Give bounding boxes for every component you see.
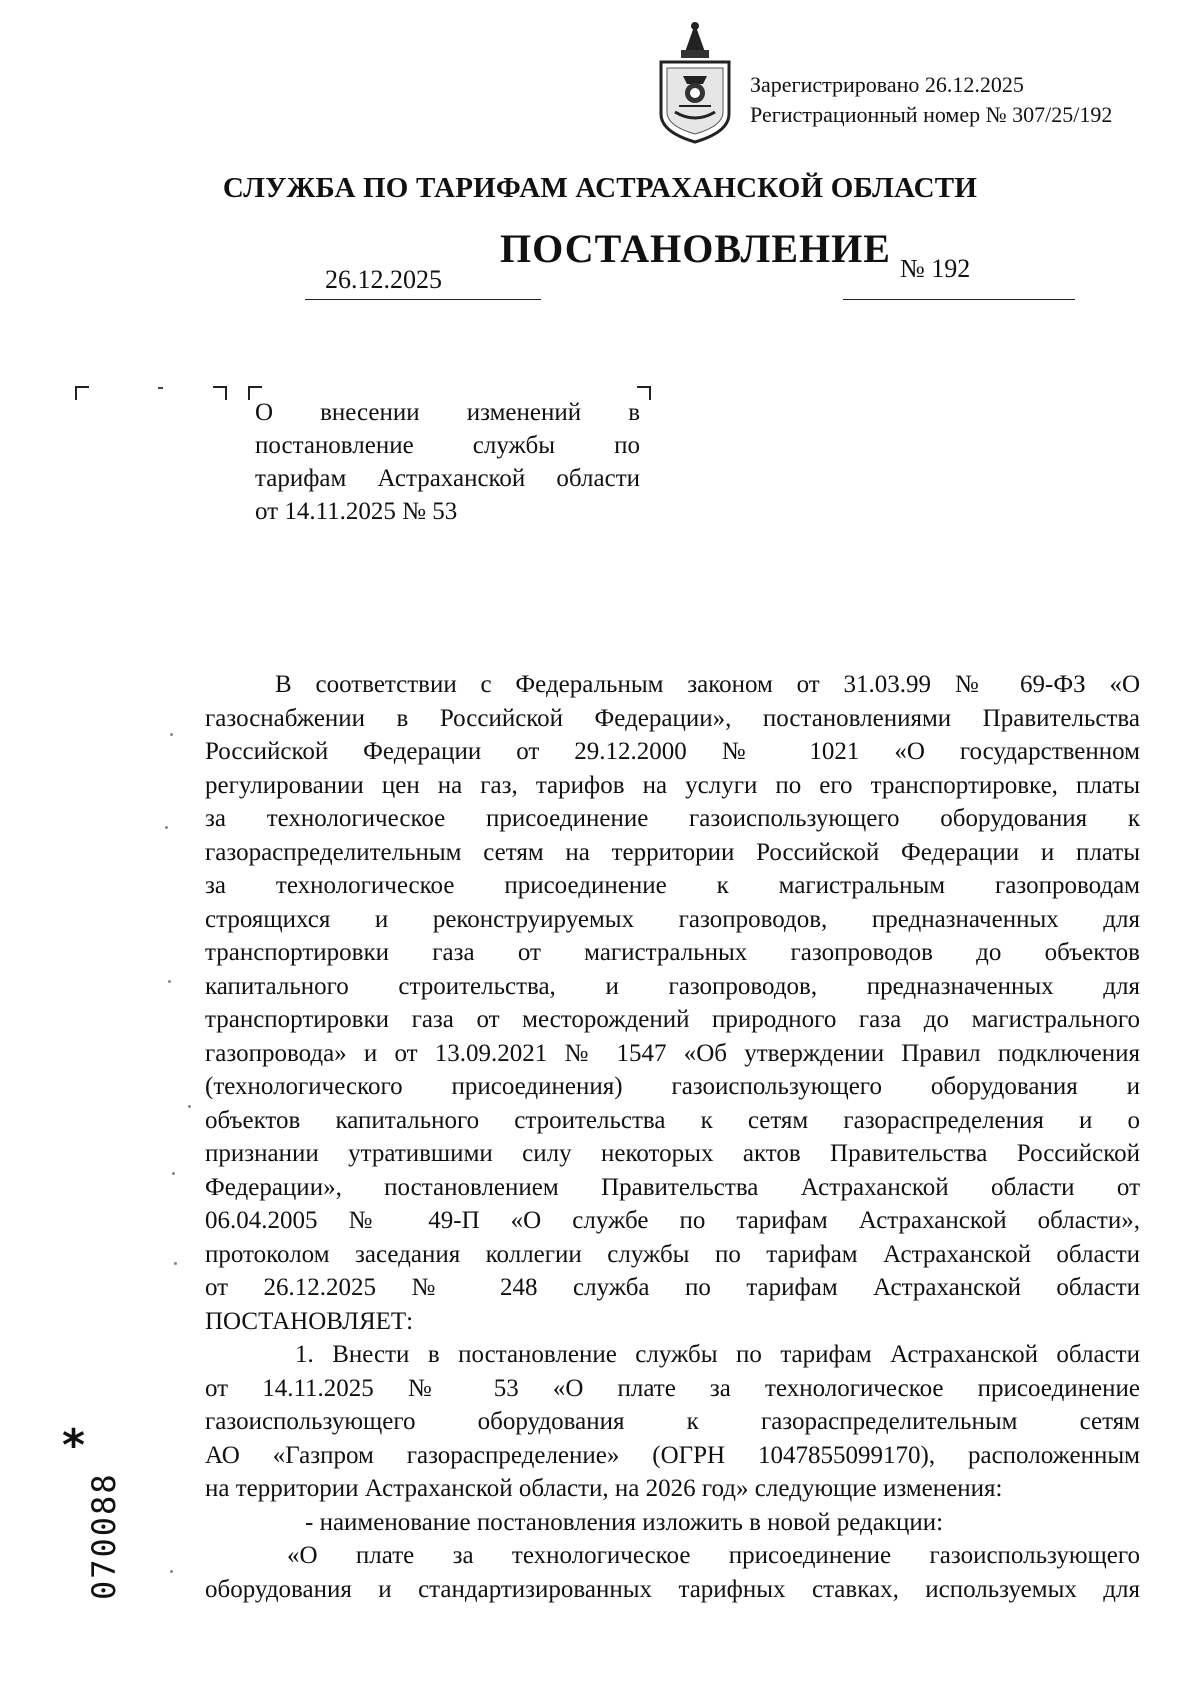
- body-line: на территории Астраханской области, на 2026 год» следующие изменения:: [205, 1475, 1003, 1502]
- subject-line: от 14.11.2025 № 53: [255, 498, 458, 525]
- scan-speck: [172, 1172, 175, 1175]
- body-line: капитального строительства, и газопроводов, предназначенных для: [205, 972, 1140, 1000]
- corner-mark: [213, 386, 227, 400]
- body-line: 1. Внести в постановление службы по тарифам Астраханской области: [295, 1341, 1140, 1368]
- subject-line: постановление службы по: [255, 432, 640, 459]
- document-date: 26.12.2025: [325, 265, 442, 294]
- body-line: объектов капитального строительства к сетям газораспределения и о: [205, 1106, 1140, 1134]
- body-line: признании утратившими силу некоторых актов Правительства Российской: [205, 1140, 1140, 1167]
- body-line: транспортировки газа от магистральных газопроводов до объектов: [205, 939, 1140, 966]
- scan-speck: [165, 826, 168, 829]
- body-line: за технологическое присоединение к магистральным газопроводам: [205, 872, 1140, 899]
- registration-date: Зарегистрировано 26.12.2025: [750, 72, 1024, 97]
- body-line: оборудования и стандартизированных тарифных ставках, используемых для: [205, 1575, 1140, 1603]
- body-line: АО «Газпром газораспределение» (ОГРН 1047855099170), расположенным: [205, 1441, 1140, 1469]
- organization-title: СЛУЖБА ПО ТАРИФАМ АСТРАХАНСКОЙ ОБЛАСТИ: [222, 172, 978, 204]
- corner-mark: [158, 387, 163, 389]
- stamp-asterisk: *: [62, 1420, 86, 1471]
- scan-speck: [174, 1262, 177, 1265]
- body-line: Российской Федерации от 29.12.2000 № 1021 «О государственном: [205, 738, 1140, 765]
- subject-block: [255, 396, 640, 528]
- body-line: от 26.12.2025 № 248 служба по тарифам Астраханской области: [205, 1274, 1140, 1301]
- document-number: № 192: [900, 254, 971, 283]
- body-line: - наименование постановления изложить в новой редакции:: [305, 1508, 944, 1536]
- registration-number: Регистрационный номер № 307/25/192: [750, 102, 1113, 127]
- date-underline: [305, 299, 541, 300]
- corner-mark: [75, 386, 89, 400]
- subject-line: О внесении изменений в: [255, 399, 640, 426]
- body-line: от 14.11.2025 № 53 «О плате за технологическое присоединение: [205, 1374, 1140, 1402]
- scan-speck: [170, 1570, 173, 1573]
- coat-of-arms-icon: [655, 18, 735, 144]
- subject-line: тарифам Астраханской области: [255, 465, 640, 492]
- body-line: регулировании цен на газ, тарифов на услуги по его транспортировке, платы: [205, 771, 1140, 799]
- stamp-number: 070088: [85, 1472, 123, 1600]
- body-line: ПОСТАНОВЛЯЕТ:: [205, 1307, 414, 1335]
- body-line: газоиспользующего оборудования к газораспределительным сетям: [205, 1408, 1140, 1435]
- body-line: (технологического присоединения) газоиспользующего оборудования и: [205, 1073, 1140, 1100]
- body-line: В соответствии с Федеральным законом от 31.03.99 № 69-ФЗ «О: [275, 671, 1140, 698]
- body-line: строящихся и реконструируемых газопроводов, предназначенных для: [205, 905, 1140, 933]
- document-body: [205, 668, 1140, 1606]
- body-line: транспортировки газа от месторождений природного газа до магистрального: [205, 1006, 1140, 1033]
- body-line: Федерации», постановлением Правительства Астраханской области от: [205, 1173, 1140, 1201]
- body-line: за технологическое присоединение газоиспользующего оборудования к: [205, 805, 1140, 832]
- document-type: ПОСТАНОВЛЕНИЕ: [500, 226, 891, 271]
- body-line: газораспределительным сетям на территории Российской Федерации и платы: [205, 838, 1140, 866]
- scan-speck: [188, 1105, 191, 1108]
- number-underline: [843, 299, 1075, 300]
- body-line: газопровода» и от 13.09.2021 № 1547 «Об утверждении Правил подключения: [205, 1039, 1140, 1067]
- scan-speck: [168, 980, 171, 983]
- body-line: протоколом заседания коллегии службы по тарифам Астраханской области: [205, 1240, 1140, 1268]
- scan-speck: [170, 733, 173, 736]
- body-line: «О плате за технологическое присоединение газоиспользующего: [287, 1542, 1140, 1569]
- body-line: 06.04.2005 № 49-П «О службе по тарифам Астраханской области»,: [205, 1207, 1140, 1234]
- body-line: газоснабжении в Российской Федерации», постановлениями Правительства: [205, 704, 1140, 732]
